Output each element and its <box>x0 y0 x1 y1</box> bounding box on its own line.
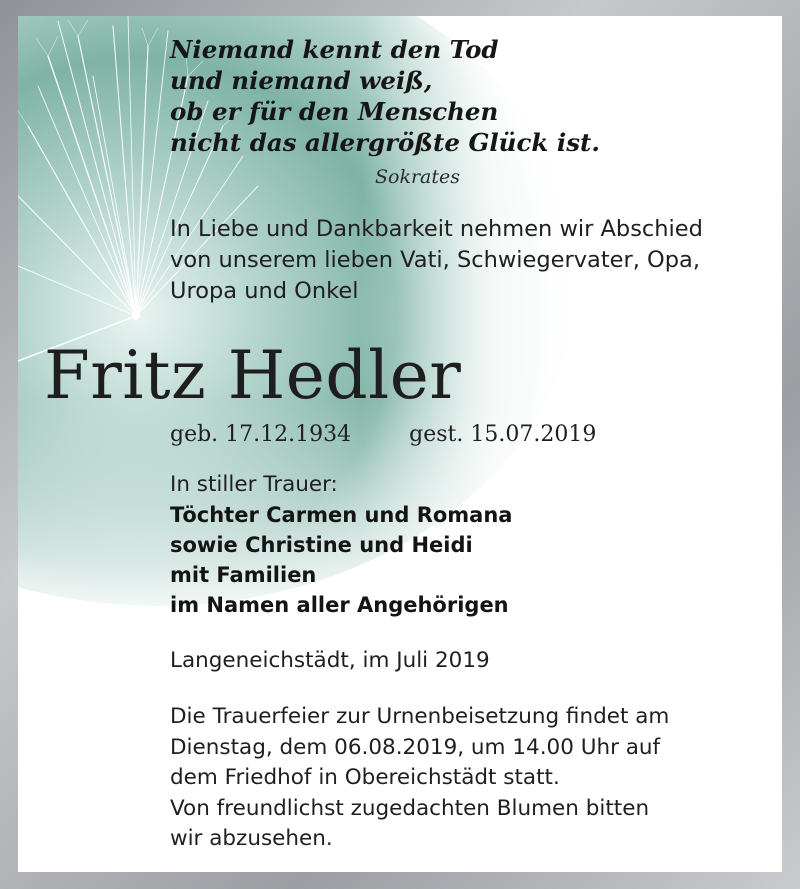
mourner-line: sowie Christine und Heidi <box>170 533 473 557</box>
quote-line: nicht das allergrößte Glück ist. <box>170 128 600 157</box>
quote <box>170 34 600 158</box>
mourner-line: Töchter Carmen und Romana <box>170 503 513 527</box>
mourners-list <box>170 500 512 620</box>
mourners-label: In stiller Trauer: <box>170 472 338 497</box>
intro-line: von unserem lieben Vati, Schwiegervater, Opa, <box>170 247 700 273</box>
funeral-info <box>170 702 669 855</box>
obituary-notice <box>18 16 782 872</box>
intro-line: Uropa und Onkel <box>170 278 359 304</box>
funeral-line: Von freundlichst zugedachten Blumen bitten <box>170 795 650 821</box>
intro-line: In Liebe und Dankbarkeit nehmen wir Abschied <box>170 216 703 242</box>
quote-line: ob er für den Menschen <box>170 97 499 126</box>
farewell-intro <box>170 214 703 307</box>
quote-author: Sokrates <box>375 166 461 188</box>
mourner-line: im Namen aller Angehörigen <box>170 593 509 617</box>
mourner-line: mit Familien <box>170 563 317 587</box>
place-and-date: Langeneichstädt, im Juli 2019 <box>170 648 490 673</box>
funeral-line: dem Friedhof in Obereichstädt statt. <box>170 765 560 790</box>
quote-line: Niemand kennt den Tod <box>170 35 499 64</box>
funeral-line: wir abzusehen. <box>170 826 333 851</box>
quote-line: und niemand weiß, <box>170 66 433 95</box>
life-dates <box>170 420 596 450</box>
birth-date: geb. 17.12.1934 <box>170 422 352 447</box>
deceased-name: Fritz Hedler <box>44 337 462 414</box>
funeral-line: Dienstag, dem 06.08.2019, um 14.00 Uhr auf <box>170 734 661 760</box>
funeral-line: Die Trauerfeier zur Urnenbeisetzung findet am <box>170 704 670 729</box>
death-date: gest. 15.07.2019 <box>409 422 597 447</box>
